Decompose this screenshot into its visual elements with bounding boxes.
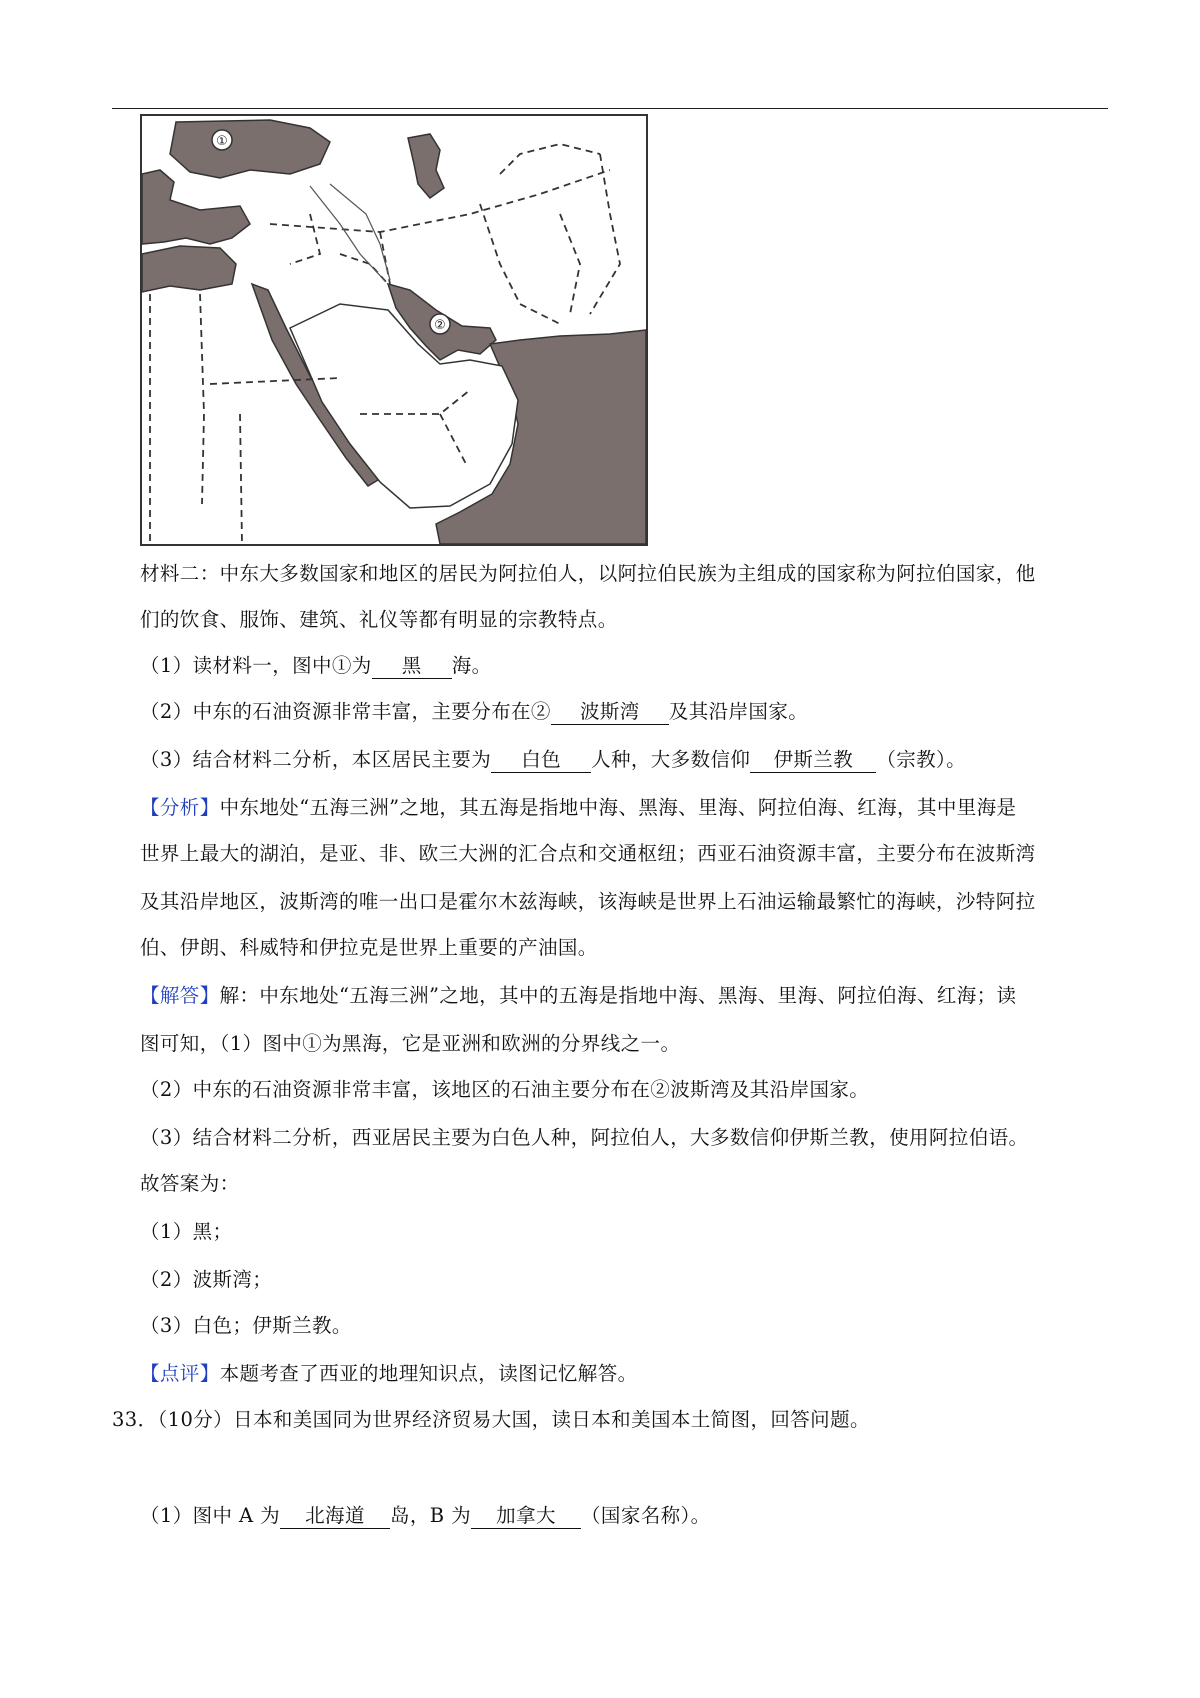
solution-line2: 图可知，（1）图中①为黑海，它是亚洲和欧洲的分界线之一。 bbox=[140, 1032, 681, 1055]
analysis-text1: 中东地处“五海三洲”之地，其五海是指地中海、黑海、里海、阿拉伯海、红海，其中里海是 bbox=[219, 796, 1017, 819]
solution-line4: （3）结合材料二分析，西亚居民主要为白色人种，阿拉伯人，大多数信仰伊斯兰教，使用阿拉伯语。 bbox=[140, 1126, 1029, 1149]
analysis-line4: 伯、伊朗、科威特和伊拉克是世界上重要的产油国。 bbox=[140, 936, 598, 959]
q33-sub1-prefix: （1）图中 A 为 bbox=[140, 1504, 280, 1527]
analysis-tag: 【分析】 bbox=[140, 796, 220, 819]
q3-prefix: （3）结合材料二分析，本区居民主要为 bbox=[140, 748, 492, 771]
analysis-line2: 世界上最大的湖泊，是亚、非、欧三大洲的汇合点和交通枢纽；西亚石油资源丰富，主要分布在波斯湾 bbox=[140, 842, 1036, 865]
material2-line1: 材料二：中东大多数国家和地区的居民为阿拉伯人，以阿拉伯民族为主组成的国家称为阿拉伯国家，他 bbox=[140, 562, 1036, 585]
marker-2-label: ② bbox=[434, 318, 446, 333]
q1-suffix: 海。 bbox=[451, 654, 492, 677]
q3-suffix: （宗教）。 bbox=[876, 748, 967, 771]
analysis-line3: 及其沿岸地区，波斯湾的唯一出口是霍尔木兹海峡，该海峡是世界上石油运输最繁忙的海峡，沙特阿拉 bbox=[140, 890, 1036, 913]
q33-answer1-blank: 北海道 bbox=[280, 1504, 390, 1529]
q2-suffix: 及其沿岸国家。 bbox=[668, 700, 809, 723]
solution-line3: （2）中东的石油资源非常丰富，该地区的石油主要分布在②波斯湾及其沿岸国家。 bbox=[140, 1078, 870, 1101]
black-sea bbox=[170, 120, 330, 178]
analysis-line1 bbox=[140, 794, 1016, 822]
q1-answer-blank: 黑 bbox=[372, 654, 452, 679]
solution-answer2: （2）波斯湾； bbox=[140, 1268, 273, 1291]
header-rule bbox=[112, 108, 1108, 109]
q3-answer1-blank: 白色 bbox=[491, 748, 591, 773]
mediterranean-sea-lower bbox=[142, 246, 236, 292]
comment-tag: 【点评】 bbox=[140, 1362, 220, 1385]
q3-answer2-blank: 伊斯兰教 bbox=[750, 748, 876, 773]
marker-1-label: ① bbox=[216, 134, 228, 149]
solution-tag: 【解答】 bbox=[140, 984, 220, 1007]
q2-prefix: （2）中东的石油资源非常丰富，主要分布在② bbox=[140, 700, 551, 723]
q33-answer2-blank: 加拿大 bbox=[471, 1504, 581, 1529]
comment-text: 本题考查了西亚的地理知识点，读图记忆解答。 bbox=[219, 1362, 638, 1385]
middle-east-map bbox=[140, 114, 648, 546]
solution-line5: 故答案为： bbox=[140, 1172, 240, 1195]
question-3 bbox=[140, 746, 966, 774]
q33-sub1-middle: 岛，B 为 bbox=[390, 1504, 472, 1527]
question-2 bbox=[140, 698, 808, 726]
material2-line2: 们的饮食、服饰、建筑、礼仪等都有明显的宗教特点。 bbox=[140, 608, 618, 631]
q1-prefix: （1）读材料一，图中①为 bbox=[140, 654, 372, 677]
solution-answer3: （3）白色；伊斯兰教。 bbox=[140, 1314, 352, 1337]
solution-answer1: （1）黑； bbox=[140, 1220, 233, 1243]
q33-sub1-suffix: （国家名称）。 bbox=[581, 1504, 711, 1527]
comment-line bbox=[140, 1360, 638, 1388]
solution-text1: 解：中东地处“五海三洲”之地，其中的五海是指地中海、黑海、里海、阿拉伯海、红海；读 bbox=[219, 984, 1017, 1007]
question-33: 33．（10分）日本和美国同为世界经济贸易大国，读日本和美国本土简图，回答问题。 bbox=[112, 1408, 870, 1431]
q2-answer-blank: 波斯湾 bbox=[551, 700, 669, 725]
question-1 bbox=[140, 652, 492, 680]
q3-middle: 人种，大多数信仰 bbox=[591, 748, 751, 771]
solution-line1 bbox=[140, 982, 1016, 1010]
question-33-sub1 bbox=[140, 1502, 711, 1530]
